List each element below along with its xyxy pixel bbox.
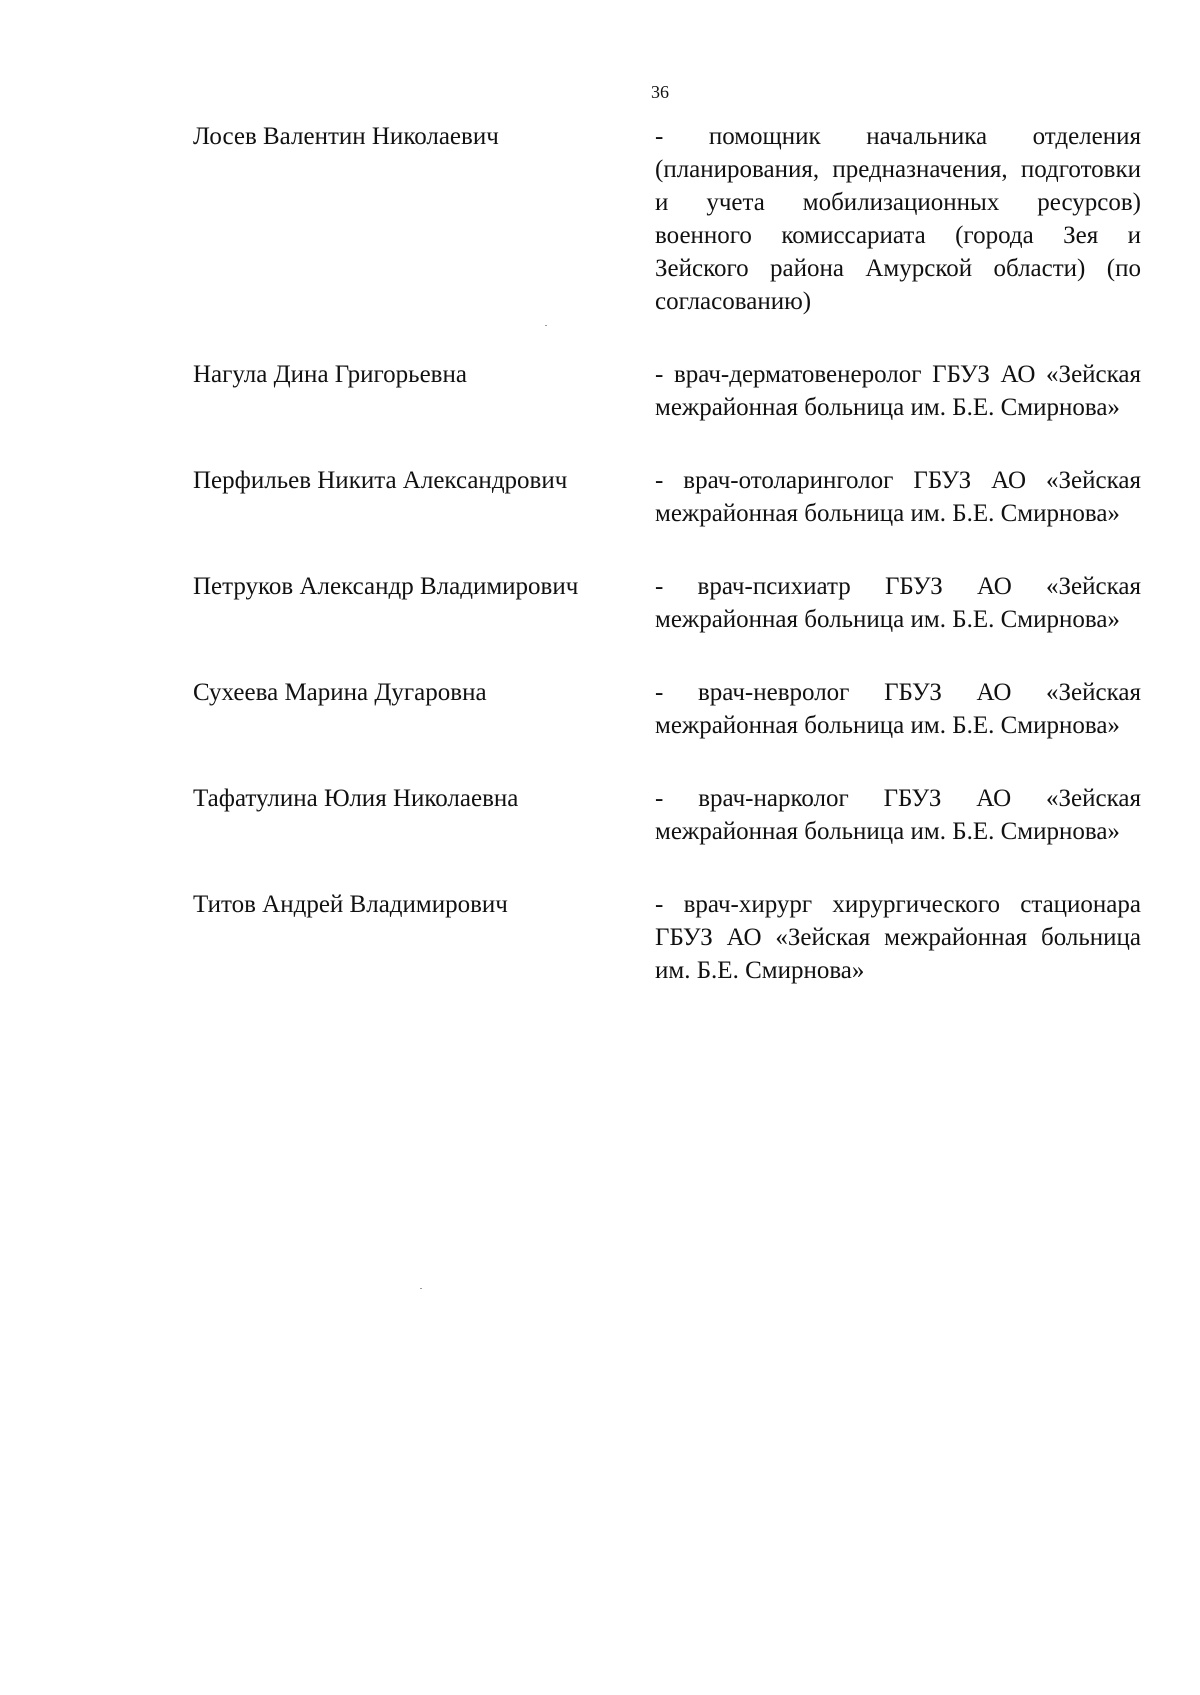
list-item [0, 120, 1200, 318]
list-item [0, 464, 1200, 530]
person-position: - врач-невролог ГБУЗ АО «Зейская межрайонная больница им. Б.Е. Смирнова» [655, 679, 1141, 739]
person-position: - врач-отоларинголог ГБУЗ АО «Зейская межрайонная больница им. Б.Е. Смирнова» [655, 467, 1141, 527]
person-name: Титов Андрей Владимирович [193, 891, 508, 918]
person-name: Нагула Дина Григорьевна [193, 361, 467, 388]
list-item [0, 570, 1200, 636]
scan-speck [545, 325, 547, 326]
person-position: - помощник начальника отделения (планирования, предназначения, подготовки и учета мобилизационных ресурсов) военного комиссариата (города Зея и Зейского района Амурской области) (по согласованию) [655, 123, 1141, 315]
person-name: Тафатулина Юлия Николаевна [193, 785, 519, 812]
person-name: Лосев Валентин Николаевич [193, 123, 499, 150]
list-item [0, 782, 1200, 848]
person-name: Сухеева Марина Дугаровна [193, 679, 487, 706]
person-position: - врач-психиатр ГБУЗ АО «Зейская межрайонная больница им. Б.Е. Смирнова» [655, 573, 1141, 633]
person-position: - врач-дерматовенеролог ГБУЗ АО «Зейская межрайонная больница им. Б.Е. Смирнова» [655, 361, 1141, 421]
page-number: 36 [651, 82, 669, 102]
person-name: Петруков Александр Владимирович [193, 573, 579, 600]
person-name: Перфильев Никита Александрович [193, 467, 568, 494]
list-item [0, 888, 1200, 987]
person-position: - врач-хирург хирургического стационара ГБУЗ АО «Зейская межрайонная больница им. Б.Е. Смирнова» [655, 891, 1141, 984]
list-item [0, 358, 1200, 424]
scan-speck [420, 1288, 422, 1289]
personnel-list [0, 120, 1200, 1027]
person-position: - врач-нарколог ГБУЗ АО «Зейская межрайонная больница им. Б.Е. Смирнова» [655, 785, 1141, 845]
list-item [0, 676, 1200, 742]
